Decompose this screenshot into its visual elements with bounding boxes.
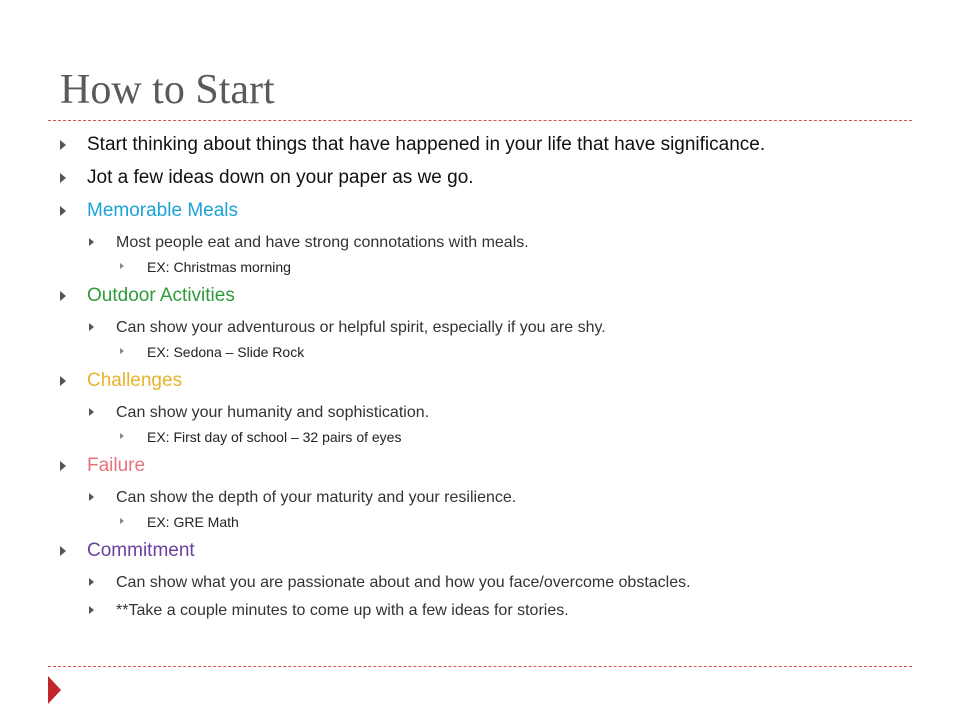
bullet-arrow-icon [89, 408, 94, 416]
bullet-arrow-icon [120, 433, 124, 439]
bullet-arrow-icon [89, 578, 94, 586]
title-divider [48, 120, 912, 121]
sub-bullet-item [60, 233, 920, 261]
bullet-arrow-icon [60, 206, 66, 216]
sub-sub-bullet-item [60, 258, 920, 285]
bullet-arrow-icon [120, 348, 124, 354]
bullet-arrow-icon [60, 461, 66, 471]
bullet-text: Failure [87, 455, 146, 476]
bullet-item-challenges [60, 370, 920, 403]
sub-bullet-item [60, 488, 920, 516]
bullet-item [60, 167, 920, 200]
bullet-text: EX: Christmas morning [147, 259, 291, 275]
slide-title: How to Start [60, 67, 275, 113]
bullet-text: **Take a couple minutes to come up with a few ideas for stories. [116, 602, 569, 619]
sub-sub-bullet-item [60, 513, 920, 540]
sub-bullet-item [60, 573, 920, 601]
corner-triangle-icon [48, 676, 61, 704]
sub-bullet-item [60, 318, 920, 346]
bullet-text: Challenges [87, 370, 183, 391]
bullet-arrow-icon [120, 263, 124, 269]
bullet-text: EX: Sedona – Slide Rock [147, 344, 305, 360]
sub-bullet-item [60, 601, 920, 629]
footer-divider [48, 666, 912, 667]
bullet-item-commitment [60, 540, 920, 573]
bullet-text: Commitment [87, 540, 195, 561]
bullet-arrow-icon [89, 493, 94, 501]
bullet-arrow-icon [60, 376, 66, 386]
bullet-item-memorable-meals [60, 200, 920, 233]
bullet-arrow-icon [89, 606, 94, 614]
bullet-item [60, 134, 920, 167]
bullet-text: Memorable Meals [87, 200, 238, 221]
bullet-text: Can show what you are passionate about and how you face/overcome obstacles. [116, 574, 691, 591]
bullet-arrow-icon [120, 518, 124, 524]
bullet-arrow-icon [60, 173, 66, 183]
bullet-text: Can show your adventurous or helpful spirit, especially if you are shy. [116, 319, 606, 336]
bullet-item-failure [60, 455, 920, 488]
sub-bullet-item [60, 403, 920, 431]
bullet-arrow-icon [60, 546, 66, 556]
sub-sub-bullet-item [60, 428, 920, 455]
sub-sub-bullet-item [60, 343, 920, 370]
bullet-text: Most people eat and have strong connotations with meals. [116, 234, 529, 251]
bullet-text: Start thinking about things that have happened in your life that have significance. [87, 134, 766, 155]
bullet-arrow-icon [89, 238, 94, 246]
bullet-list [60, 134, 920, 629]
bullet-arrow-icon [60, 291, 66, 301]
bullet-text: EX: GRE Math [147, 514, 239, 530]
bullet-text: Can show the depth of your maturity and your resilience. [116, 489, 517, 506]
bullet-item-outdoor-activities [60, 285, 920, 318]
bullet-text: Outdoor Activities [87, 285, 235, 306]
bullet-text: EX: First day of school – 32 pairs of eyes [147, 429, 402, 445]
bullet-text: Jot a few ideas down on your paper as we go. [87, 167, 474, 188]
bullet-text: Can show your humanity and sophistication. [116, 404, 430, 421]
bullet-arrow-icon [89, 323, 94, 331]
bullet-arrow-icon [60, 140, 66, 150]
